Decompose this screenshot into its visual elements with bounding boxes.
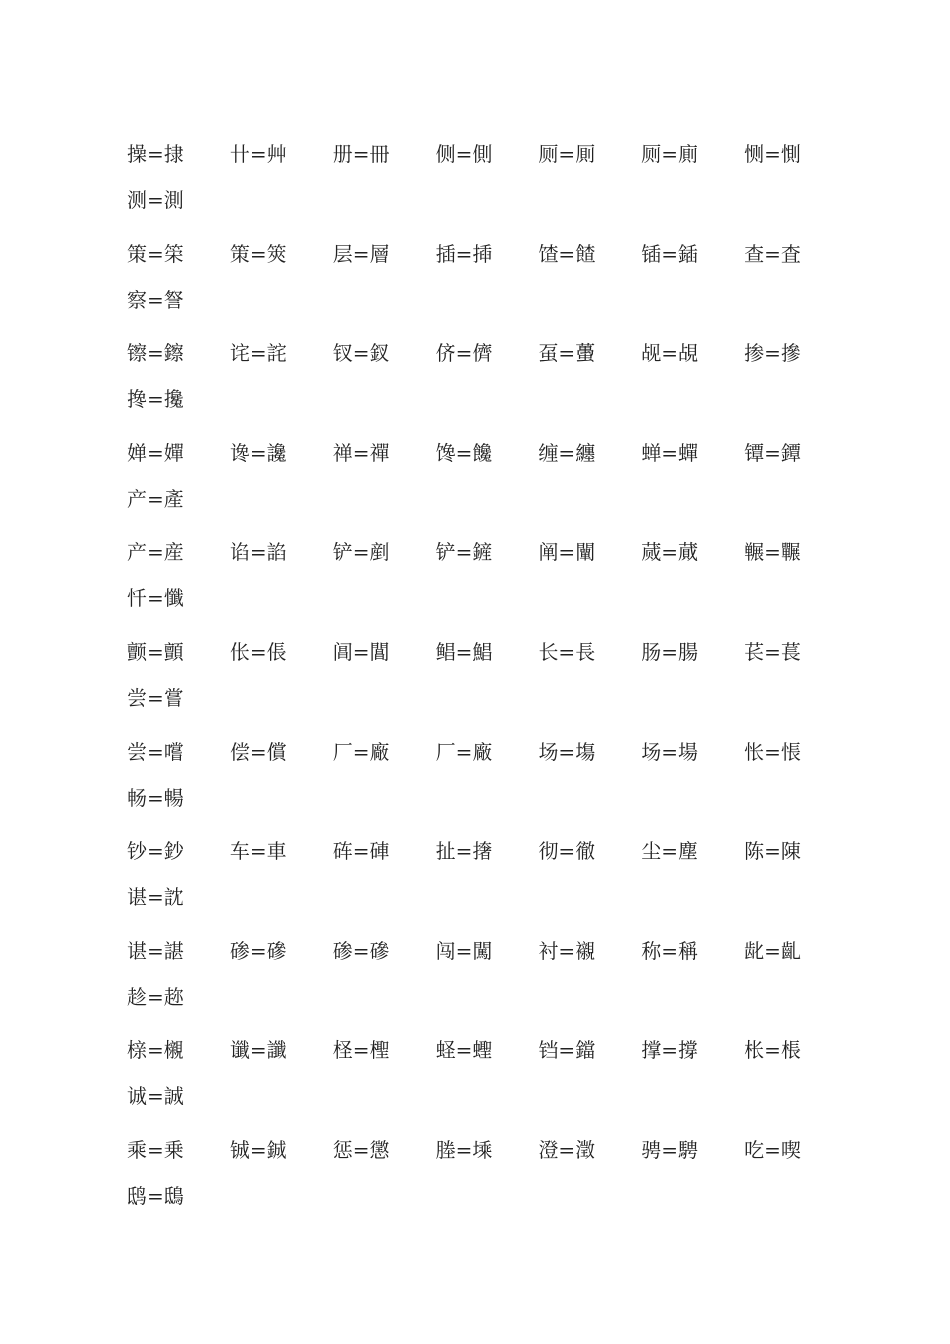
char-pair: 钞=鈔 [127, 839, 184, 864]
char-row [127, 727, 847, 777]
char-pair: 肠=腸 [641, 639, 699, 664]
char-pair: 撑=撐 [641, 1038, 699, 1063]
char-pair-wrapped: 测=測 [127, 188, 184, 212]
char-pair: 馋=饞 [435, 440, 493, 465]
char-pair: 澄=澂 [538, 1137, 596, 1162]
char-pair: 枨=棖 [744, 1038, 801, 1063]
char-pair: 插=揷 [435, 241, 493, 266]
char-pair: 查=査 [744, 241, 801, 266]
char-pair: 婵=嬋 [127, 440, 184, 465]
char-pair: 谶=讖 [229, 1038, 287, 1063]
char-pair: 柽=檉 [332, 1038, 390, 1063]
char-row [127, 1025, 847, 1075]
char-pair: 谗=讒 [229, 440, 287, 465]
char-pair: 惩=懲 [332, 1137, 390, 1162]
char-pair: 厂=廠 [435, 739, 493, 764]
char-pair: 侧=側 [435, 142, 493, 166]
char-pair-wrapped: 鸱=鴟 [127, 1183, 184, 1208]
char-pair: 偿=償 [229, 739, 287, 764]
char-pair: 铖=鋮 [229, 1137, 287, 1162]
char-row [127, 527, 847, 577]
char-pair: 场=場 [641, 739, 699, 764]
char-pair: 陈=陳 [744, 839, 801, 864]
char-group [127, 727, 847, 827]
char-group [127, 1025, 847, 1125]
char-pair: 钗=釵 [332, 341, 390, 366]
char-row [127, 627, 847, 677]
char-pair: 恻=惻 [744, 142, 801, 166]
char-pair: 砗=硨 [332, 839, 390, 864]
char-row [127, 926, 847, 976]
char-pair: 觇=覘 [641, 341, 699, 366]
char-group [127, 627, 847, 727]
char-row [127, 428, 847, 478]
char-pair: 掺=摻 [744, 341, 801, 366]
char-pair: 长=長 [538, 639, 596, 664]
char-pair: 尝=嚐 [127, 739, 184, 764]
char-group [127, 926, 847, 1026]
char-pair: 冁=囅 [744, 540, 801, 565]
char-pair: 册=冊 [332, 142, 390, 166]
char-pair: 厕=厠 [538, 142, 596, 166]
char-pair: 阊=閶 [332, 639, 390, 664]
char-pair: 卄=艸 [229, 142, 287, 166]
char-pair-wrapped: 产=產 [127, 486, 184, 511]
char-pair-wrapped: 搀=攙 [127, 387, 184, 412]
char-pair-wrapped: 忏=懺 [127, 586, 184, 611]
char-pair-wrapped: 趁=趂 [127, 984, 184, 1009]
char-pair: 禅=禪 [332, 440, 390, 465]
char-pair: 镲=鑔 [127, 341, 184, 366]
char-pair-wrapped: 诚=誠 [127, 1084, 184, 1109]
char-pair: 铛=鐺 [538, 1038, 596, 1063]
char-pair: 碜=磣 [229, 938, 287, 963]
char-pair: 虿=蠆 [538, 341, 596, 366]
char-pair: 厂=廠 [332, 739, 390, 764]
char-pair: 侪=儕 [435, 341, 493, 366]
char-pair: 缠=纏 [538, 440, 596, 465]
char-pair: 层=層 [332, 241, 390, 266]
char-pair: 车=車 [229, 839, 287, 864]
char-row [127, 129, 847, 179]
char-pair: 颤=顫 [127, 639, 184, 664]
char-pair: 塍=塖 [435, 1137, 493, 1162]
char-pair-wrapped: 谌=訦 [127, 885, 184, 910]
char-pair: 骋=騁 [641, 1137, 699, 1162]
char-pair-wrapped: 畅=暢 [127, 785, 184, 810]
char-pair: 榇=櫬 [127, 1038, 184, 1063]
char-group [127, 826, 847, 926]
char-pair: 厕=廁 [641, 142, 699, 166]
char-pair: 铲=鏟 [435, 540, 493, 565]
char-pair: 策=筞 [127, 241, 184, 266]
char-pair: 苌=萇 [744, 639, 801, 664]
char-pair: 怅=悵 [744, 739, 801, 764]
char-group [127, 1125, 847, 1225]
char-group [127, 229, 847, 329]
char-pair: 鲳=鯧 [435, 639, 493, 664]
char-pair: 蒇=蕆 [641, 540, 699, 565]
char-pair: 诧=詫 [229, 341, 287, 366]
char-pair: 碜=磣 [332, 938, 390, 963]
char-pair: 阐=闡 [538, 540, 596, 565]
char-pair: 谌=諶 [127, 938, 184, 963]
char-pair: 乘=乗 [127, 1137, 184, 1162]
char-pair: 扯=撦 [435, 839, 493, 864]
char-pair: 吃=喫 [744, 1137, 801, 1162]
char-pair: 铲=剷 [332, 540, 390, 565]
char-group [127, 129, 847, 229]
char-pair: 彻=徹 [538, 839, 596, 864]
char-pair: 称=稱 [641, 938, 699, 963]
char-pair: 馇=餷 [538, 241, 596, 266]
char-pair: 龀=齓 [744, 938, 801, 963]
char-pair: 产=産 [127, 540, 184, 565]
char-row [127, 229, 847, 279]
char-row [127, 826, 847, 876]
char-pair: 锸=鍤 [641, 241, 699, 266]
char-group [127, 428, 847, 528]
char-pair: 蝉=蟬 [641, 440, 699, 465]
char-pair: 尘=塵 [641, 839, 699, 864]
char-group [127, 328, 847, 428]
char-pair: 衬=襯 [538, 938, 596, 963]
char-pair: 蛏=蟶 [435, 1038, 493, 1063]
char-pair-wrapped: 察=詧 [127, 287, 184, 312]
char-group [127, 527, 847, 627]
char-pair: 场=塲 [538, 739, 596, 764]
char-pair: 谄=諂 [229, 540, 287, 565]
char-pair: 策=筴 [229, 241, 287, 266]
char-row [127, 1125, 847, 1175]
char-pair-wrapped: 尝=嘗 [127, 685, 184, 710]
char-pair: 闯=闖 [435, 938, 493, 963]
char-pair: 伥=倀 [229, 639, 287, 664]
char-pair: 操=捸 [127, 142, 184, 166]
char-pair: 镡=鐔 [744, 440, 801, 465]
character-table [127, 129, 847, 1225]
char-row [127, 328, 847, 378]
